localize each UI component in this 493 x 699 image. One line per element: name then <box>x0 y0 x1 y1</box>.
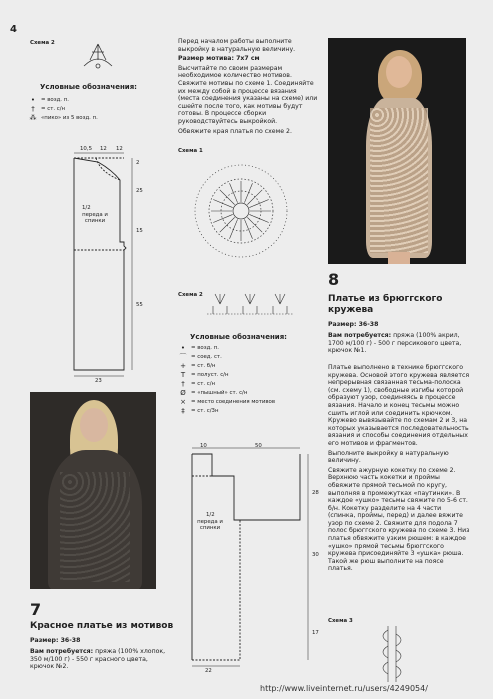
pattern1-dim-bottom: 23 <box>95 378 102 384</box>
pattern2-dim-right-1: 28 <box>312 490 319 496</box>
pattern1-label-fraction: 1/2 <box>82 205 91 211</box>
right-instructions <box>328 364 470 575</box>
motif-spoke <box>249 200 268 208</box>
right-p2: Выполните выкройку в натуральную величину. <box>328 449 449 465</box>
pattern2-dim-top-1: 10 <box>200 443 207 449</box>
join-mark-icon: × <box>180 398 186 407</box>
pattern1-dim-right-2: 15 <box>136 228 143 234</box>
pattern1-dim-top-1: 10,5 <box>80 146 93 152</box>
motif-spoke <box>220 217 235 232</box>
dress-lace-pattern <box>370 108 428 253</box>
motif-spoke <box>213 214 232 222</box>
article-number-7: 7 <box>30 600 42 619</box>
scheme-3-label: Схема 3 <box>328 618 353 624</box>
motif-spoke <box>249 214 268 222</box>
right-p3: Свяжите ажурную кокетку по схеме 2. Верхнюю часть кокетки и проймы обвяжите прямой тесьмой по кругу, выполняя в промежутках «паутинки». В каждое «ушко» тесьмы свяжите по 5-6 ст. б/н. Кокетку разделите на 4 части (спинка, проймы, перед) и далее вяжите узор по схеме 2. Свяжите для подола 7 полос брюггского кружева по схеме 3. Низ платья обвяжите узким рюшем: в каждое «ушко» прямой тесьмы брюггского кружева присоединяйте 3 «ушка» рюша. Такой же рюш выполните на поясе платья. <box>328 466 470 573</box>
pattern2-dim-right-3: 17 <box>312 630 319 636</box>
legend-text-chain: = возд. п. <box>41 97 69 104</box>
page-number: 4 <box>10 24 17 35</box>
article-number-8: 8 <box>328 270 340 289</box>
scheme-2-label-middle: Схема 2 <box>178 292 203 298</box>
slip-stitch-icon: ⌒ <box>179 353 187 362</box>
legend2-item-6 <box>178 398 326 407</box>
materials-label-7: Вам потребуется: <box>30 648 94 655</box>
pattern1-dim-right-3: 55 <box>136 302 143 308</box>
photo-red-dress <box>30 392 156 589</box>
double-crochet-icon: † <box>181 380 185 389</box>
scheme-2-edging <box>205 292 295 320</box>
legend-title-left: Условные обозначения: <box>40 83 137 91</box>
scheme-2-label-left: Схема 2 <box>30 40 55 46</box>
legend2-item-1 <box>178 353 326 362</box>
scheme-1-motif <box>186 156 296 266</box>
legend-item-dc <box>28 105 178 114</box>
article-title-8: Платье из брюггского кружева <box>328 294 443 315</box>
scheme-3-lace <box>368 624 448 684</box>
treble-crochet-icon: ‡ <box>181 407 185 416</box>
materials-7 <box>30 648 168 671</box>
edging-scheme-icon <box>78 42 118 72</box>
materials-text-7: пряжа (100% хлопок, 350 м/100 г) - 550 г красного цвета, крючок №2. <box>30 648 166 671</box>
legend2-item-3 <box>178 371 326 380</box>
middle-p1: Перед началом работы выполните выкройку в натуральную величину. <box>178 38 296 53</box>
model-face <box>80 408 108 442</box>
legend2-item-4 <box>178 380 326 389</box>
motif-spoke <box>220 190 235 205</box>
footer-url[interactable]: http://www.liveinternet.ru/users/4249054/ <box>260 684 428 693</box>
chain-stitch-icon: • <box>180 344 186 353</box>
motif-spoke <box>244 183 252 202</box>
motif-spoke <box>213 200 232 208</box>
pattern1-dim-right-1: 25 <box>136 188 143 194</box>
motif-spoke <box>247 217 262 232</box>
middle-p3: Обвяжите края платья по схеме 2. <box>178 127 292 135</box>
legend2-text-1: = соед. ст. <box>191 354 222 361</box>
legend-left <box>28 96 178 123</box>
legend2-text-3: = полуст. с/н <box>191 372 229 379</box>
legend2-item-5 <box>178 389 326 398</box>
legend2-text-0: = возд. п. <box>191 345 219 352</box>
legend2-text-7: = ст. с/3н <box>191 408 219 415</box>
pattern2-dim-bottom: 22 <box>205 668 212 674</box>
pattern2-label-fraction: 1/2 <box>206 512 215 518</box>
motif-size: Размер мотива: 7х7 см <box>178 55 260 63</box>
motif-spoke <box>230 219 238 238</box>
legend-title-middle: Условные обозначения: <box>190 333 287 341</box>
single-crochet-icon: + <box>180 362 186 371</box>
pattern1-dim-top-3: 12 <box>116 146 123 152</box>
legend2-item-0 <box>178 344 326 353</box>
legend2-text-2: = ст. б/н <box>191 363 216 370</box>
pattern2-dim-top-2: 50 <box>255 443 262 449</box>
pattern1-dim-right-top: 2 <box>136 160 140 166</box>
picot-icon: ⁂ <box>29 114 37 123</box>
right-p1: Платье выполнено в технике брюггского кружева. Основой этого кружева является непрерывная связанная тесьма-полоска (см. схему 1), свободные изгибы которой образуют узор, соединяясь в процессе вязания. Начало и конец тесьмы можно сшить иглой или соединить крючком. Кружево вывязывайте по схемам 2 и 3, на которых указывается последовательность вязания и способы соединения отдельных его мотивов и фрагментов. <box>328 364 470 447</box>
model-legs <box>388 252 410 264</box>
dress-lace-pattern <box>60 472 130 582</box>
chain-stitch-icon: • <box>30 96 36 105</box>
legend-text-picot: «пико» из 5 возд. п. <box>41 115 98 122</box>
pattern1-label: переда и спинки <box>82 212 108 225</box>
scheme-1-label: Схема 1 <box>178 148 203 154</box>
legend-middle <box>178 344 326 416</box>
legend2-text-4: = ст. с/н <box>191 381 216 388</box>
middle-instructions <box>178 38 320 137</box>
article-title-7: Красное платье из мотивов <box>30 621 174 631</box>
puff-stitch-icon: Ø <box>180 389 186 398</box>
photo-peach-dress <box>328 38 466 264</box>
legend2-item-7 <box>178 407 326 416</box>
double-crochet-icon: † <box>31 105 35 114</box>
materials-8 <box>328 332 470 355</box>
legend2-item-2 <box>178 362 326 371</box>
motif-spoke <box>244 219 252 238</box>
legend2-text-6: = место соединения мотивов <box>191 399 276 406</box>
pattern2-dim-right-2: 30 <box>312 552 319 558</box>
size-label-7: Размер: 36-38 <box>30 637 81 644</box>
motif-spoke <box>247 190 262 205</box>
materials-label-8: Вам потребуется: <box>328 332 392 339</box>
legend-item-picot <box>28 114 178 123</box>
pattern-2-drawing <box>180 440 320 660</box>
half-double-crochet-icon: T <box>180 371 186 380</box>
pattern1-dim-top-2: 12 <box>100 146 107 152</box>
materials-text-8: пряжа (100% акрил, 1700 м/100 г) - 500 г персикового цвета, крючок №1. <box>328 332 462 355</box>
legend-item-chain <box>28 96 178 105</box>
middle-p2: Высчитайте по своим размерам необходимое количество мотивов. Свяжите мотивы по схеме 1. Соединяйте их между собой в процессе вязания (места соединения указаны на схеме) или сшейте после того, как мотивы будут готовы. В процессе сборки руководствуйтесь выкройкой. <box>178 64 318 125</box>
pattern2-label: переда и спинки <box>197 519 223 532</box>
model-face <box>386 56 412 88</box>
size-label-8: Размер: 36-38 <box>328 321 379 328</box>
legend2-text-5: = «пышный» ст. с/н <box>191 390 248 397</box>
legend-text-dc: = ст. с/н <box>41 106 66 113</box>
motif-spoke <box>230 183 238 202</box>
